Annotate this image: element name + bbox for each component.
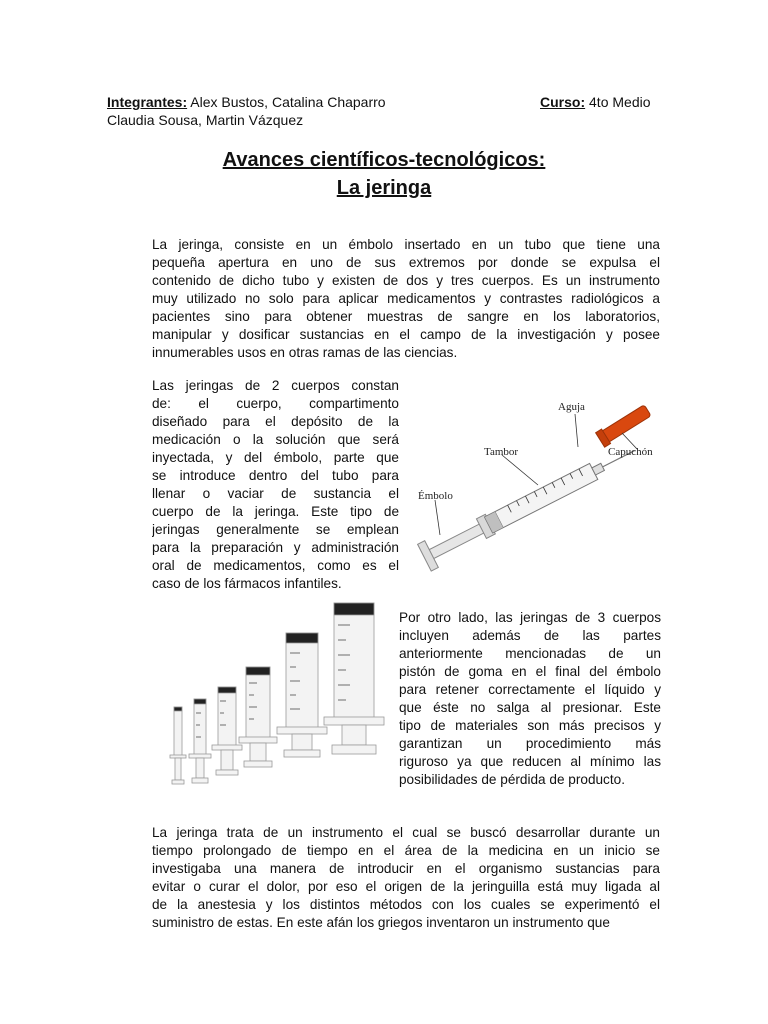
paragraph-three-bodies xyxy=(399,609,661,789)
text-line: tiempo prolongado de tiempo en el área de la medicina en un inicio se xyxy=(152,843,660,858)
text-line: innumerables usos en otras ramas de las ciencias. xyxy=(152,345,458,360)
curso-label: Curso: xyxy=(540,94,586,110)
text-line: riguroso ya que reducen al mínimo las xyxy=(399,754,661,769)
text-line: diseñado para el depósito de la xyxy=(152,414,399,429)
text-line: incluyen además de las partes xyxy=(399,628,661,643)
text-line: evitar o curar el dolor, por eso el origen de la jeringuilla está muy ligada al xyxy=(152,879,660,894)
text-line: investigaba una manera de introducir en el organismo sustancias para xyxy=(152,861,660,876)
integrantes-names: Alex Bustos, Catalina Chaparro xyxy=(190,94,386,110)
text-line: se introduce dentro del tubo para xyxy=(152,468,399,483)
curso-line xyxy=(540,93,651,111)
label-embolo: Émbolo xyxy=(418,490,453,502)
text-line: que éste no salga al presionar. Este xyxy=(399,700,661,715)
text-line: anteriormente mencionadas de un xyxy=(399,646,661,661)
text-line: medicación o la solución que será xyxy=(152,432,399,447)
text-line: contenido de dicho tubo y existen de dos y tres cuerpos. Es un instrumento xyxy=(152,273,660,288)
text-line: para la preparación y administración xyxy=(152,540,399,555)
integrantes-line xyxy=(107,93,386,111)
page-subtitle: La jeringa xyxy=(336,177,432,199)
label-tambor: Tambor xyxy=(484,446,519,458)
syringe-diagram xyxy=(410,385,668,575)
integrantes-label: Integrantes: xyxy=(107,94,188,110)
text-line: pacientes sino para obtener muestras de sangre en los laboratorios, xyxy=(152,309,660,324)
text-line: tipo de materiales son más precisos y xyxy=(399,718,661,733)
text-line: para retener correctamente el líquido y xyxy=(399,682,661,697)
paragraph-history xyxy=(152,824,660,932)
text-line: jeringas generalmente se emplean xyxy=(152,522,399,537)
text-line: La jeringa, consiste en un émbolo insertado en un tubo que tiene una xyxy=(152,237,660,252)
label-capuchon: Capuchón xyxy=(608,446,653,458)
text-line: caso de los fármacos infantiles. xyxy=(152,576,342,591)
barrel xyxy=(484,463,597,533)
text-line: manipular y dosificar sustancias en el campo de la investigación y posee xyxy=(152,327,660,342)
text-line: oral de medicamentos, como es el xyxy=(152,558,399,573)
paragraph-intro xyxy=(152,236,660,362)
text-line: de la anestesia y los distintos métodos con los cuales se experimentó el xyxy=(152,897,660,912)
syringes-sizes-image xyxy=(160,595,390,795)
cap xyxy=(596,403,652,447)
text-line: inyectada, y del émbolo, parte que xyxy=(152,450,399,465)
text-line: La jeringa trata de un instrumento el cual se buscó desarrollar durante un xyxy=(152,825,660,840)
text-line: pequeña apertura en uno de sus extremos por donde se expulsa el xyxy=(152,255,660,270)
integrantes-names-2: Claudia Sousa, Martin Vázquez xyxy=(107,112,304,128)
text-line: Las jeringas de 2 cuerpos constan xyxy=(152,378,399,393)
text-line: pistón de goma en el final del émbolo xyxy=(399,664,661,679)
curso-value: 4to Medio xyxy=(589,94,651,110)
text-line: llenar o vaciar de sustancia el xyxy=(152,486,399,501)
text-line: garantizan un procedimiento más xyxy=(399,736,661,751)
text-line: Por otro lado, las jeringas de 3 cuerpos xyxy=(399,610,661,625)
page-title: Avances científicos-tecnológicos: xyxy=(222,149,546,171)
text-line: muy utilizado no solo para aplicar medicamentos y contrastes radiológicos a xyxy=(152,291,660,306)
plunger-rod xyxy=(427,523,485,559)
text-line: cuerpo de la jeringa. Este tipo de xyxy=(152,504,399,519)
text-line: suministro de estas. En este afán los griegos inventaron un instrumento que xyxy=(152,915,610,930)
paragraph-two-bodies xyxy=(152,377,399,593)
text-line: posibilidades de pérdida de producto. xyxy=(399,772,625,787)
text-line: de: el cuerpo, compartimento xyxy=(152,396,399,411)
label-aguja: Aguja xyxy=(558,401,585,413)
